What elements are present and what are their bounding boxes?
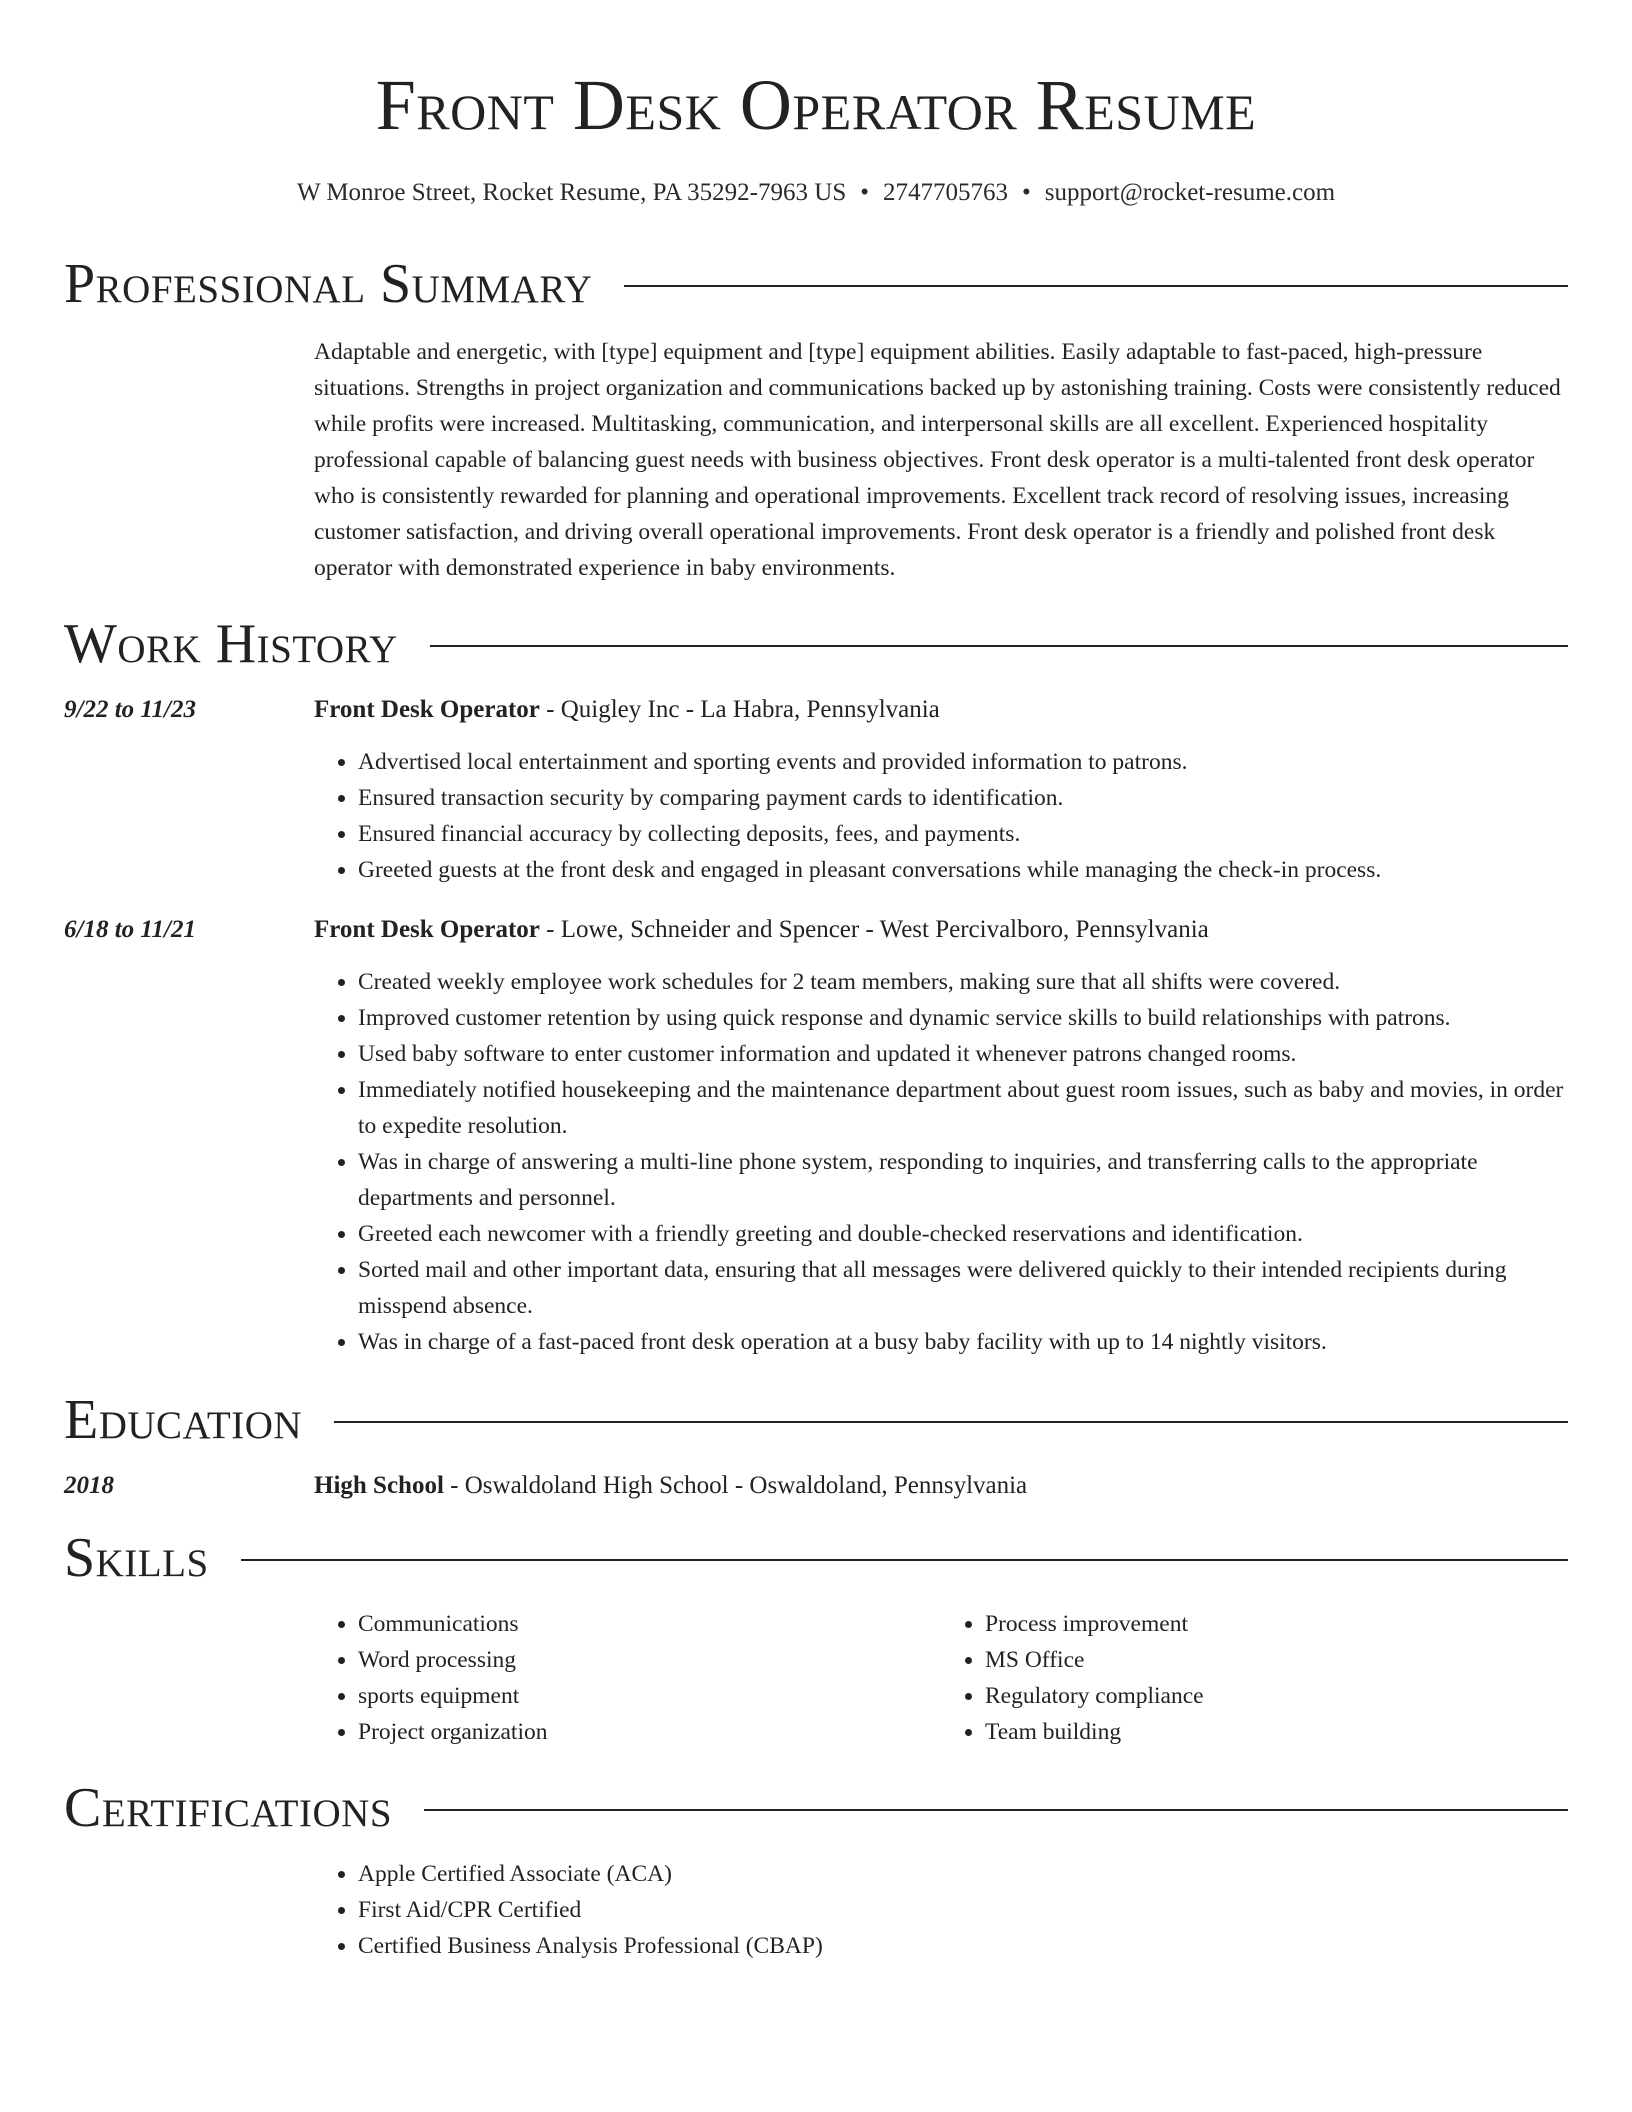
list-item: • Ensured transaction security by comparing payment cards to identification. [358,780,1568,816]
section-header [64,1526,1568,1590]
certification-item: • Certified Business Analysis Professional (CBAP) [358,1928,1568,1964]
page-title: Front Desk Operator Resume [375,65,1257,145]
skill-item: • sports equipment [358,1678,941,1714]
contact-address: W Monroe Street, Rocket Resume, PA 35292-7963 US [296,179,847,206]
skills-list-left [314,1606,941,1750]
job-title: Front Desk Operator [314,916,540,943]
section-header [64,252,1568,316]
section-header [64,1776,1568,1840]
job-entry [64,692,1568,888]
section-title: Work History [64,613,398,675]
skill-item: • Regulatory compliance [985,1678,1568,1714]
section-header [64,612,1568,676]
list-item: • Greeted guests at the front desk and engaged in pleasant conversations while managing the check-in process. [358,852,1568,888]
skills-list-right [941,1606,1568,1750]
list-item: • Immediately notified housekeeping and the maintenance department about guest room issues, such as baby and movies, in order to expedite resolution. [358,1072,1568,1144]
job-dates: 6/18 to 11/21 [64,916,196,943]
job-bullets [314,744,1568,888]
list-item: • Created weekly employee work schedules for 2 team members, making sure that all shifts were covered. [358,964,1568,1000]
section-title: Certifications [64,1777,393,1839]
list-item: • Was in charge of a fast-paced front desk operation at a busy baby facility with up to 14 nightly visitors. [358,1324,1568,1360]
list-item: • Greeted each newcomer with a friendly greeting and double-checked reservations and identification. [358,1216,1568,1252]
section-title: Skills [64,1527,209,1589]
skill-item: • Word processing [358,1642,941,1678]
job-heading [314,692,1568,728]
contact-email[interactable]: support@rocket-resume.com [1044,179,1336,206]
section-divider [624,285,1568,287]
skill-item: • Process improvement [985,1606,1568,1642]
section-professional-summary [64,252,1568,586]
list-item: • Used baby software to enter customer information and updated it whenever patrons changed rooms. [358,1036,1568,1072]
section-certifications [64,1776,1568,1964]
education-entry [64,1468,1568,1504]
section-skills [64,1526,1568,1750]
skill-item: • Team building [985,1714,1568,1750]
job-title: Front Desk Operator [314,696,540,723]
skill-item: • Communications [358,1606,941,1642]
section-divider [334,1421,1568,1423]
section-education [64,1388,1568,1504]
section-divider [430,645,1568,647]
skill-item: • Project organization [358,1714,941,1750]
job-heading [314,912,1568,948]
job-entry [64,912,1568,1360]
section-header [64,1388,1568,1452]
education-degree: High School [314,1472,444,1499]
list-item: • Sorted mail and other important data, ensuring that all messages were delivered quickly to their intended recipients during misspend absence. [358,1252,1568,1324]
section-work-history [64,612,1568,1360]
section-divider [241,1559,1568,1561]
certification-item: • Apple Certified Associate (ACA) [358,1856,1568,1892]
education-heading [314,1468,1568,1504]
list-item: • Advertised local entertainment and sporting events and provided information to patrons. [358,744,1568,780]
contact-separator: • [1021,179,1031,206]
education-year: 2018 [64,1472,114,1499]
education-details: - Oswaldoland High School - Oswaldoland, Pennsylvania [443,1472,1028,1499]
list-item: • Ensured financial accuracy by collecting deposits, fees, and payments. [358,816,1568,852]
certification-item: • First Aid/CPR Certified [358,1892,1568,1928]
section-divider [424,1809,1568,1811]
skill-item: • MS Office [985,1642,1568,1678]
section-title: Professional Summary [64,253,593,315]
certifications-list [314,1856,1568,1964]
contact-separator: • [860,179,869,206]
job-bullets [314,964,1568,1360]
contact-phone: 2747705763 [882,179,1008,206]
contact-line [64,178,1568,208]
list-item: • Was in charge of answering a multi-line phone system, responding to inquiries, and transferring calls to the appropriate departments and personnel. [358,1144,1568,1216]
job-dates: 9/22 to 11/23 [64,696,196,723]
job-details: - Quigley Inc - La Habra, Pennsylvania [539,696,940,723]
section-title: Education [64,1389,303,1451]
job-details: - Lowe, Schneider and Spencer - West Percivalboro, Pennsylvania [539,916,1209,943]
summary-text: Adaptable and energetic, with [type] equipment and [type] equipment abilities. Easily adaptable to fast-paced, high-pressure situations. Strengths in project organization and communications backed up by astonishing training. Costs were consistently reduced while profits were increased. Multitasking, communication, and interpersonal skills are all excellent. Experienced hospitality professional capable of balancing guest needs with business objectives. Front desk operator is a multi-talented front desk operator who is consistently rewarded for planning and operational improvements. Excellent track record of resolving issues, increasing customer satisfaction, and driving overall operational improvements. Front desk operator is a friendly and polished front desk operator with demonstrated experience in baby environments. [314,339,1561,581]
list-item: • Improved customer retention by using quick response and dynamic service skills to build relationships with patrons. [358,1000,1568,1036]
